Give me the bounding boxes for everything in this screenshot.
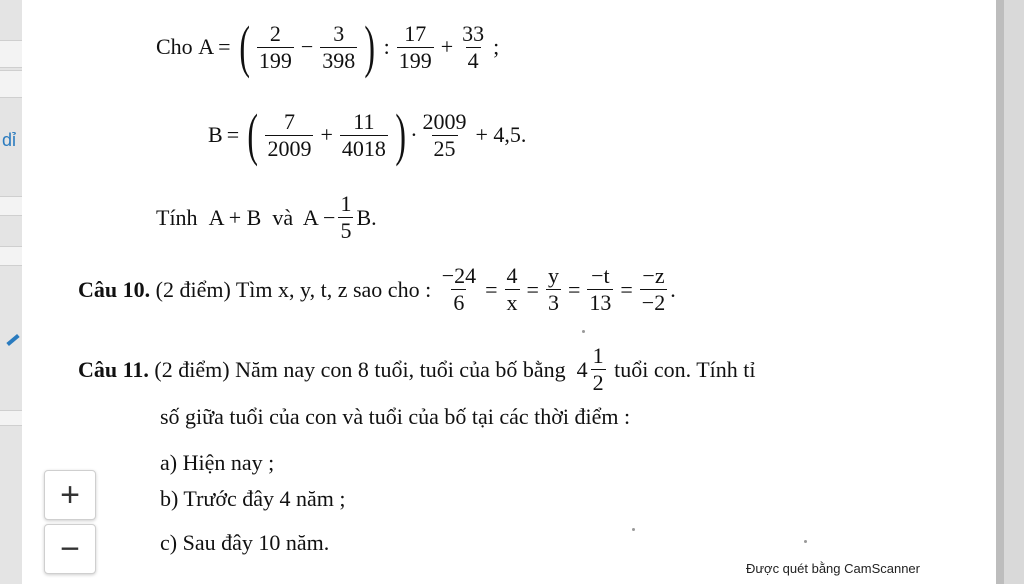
zoom-in-button[interactable]: + (44, 470, 96, 520)
list-item-b: b) Trước đây 4 năm ; (160, 486, 346, 511)
equals-sign: = (485, 276, 498, 302)
equals-sign: = (567, 276, 581, 302)
fraction: $\frac{1}{5}$ (340, 191, 352, 243)
equals-sign: = (226, 122, 240, 147)
fraction: $\frac{-t}{13}$ (589, 263, 612, 315)
b-tail: + 4,5. (475, 122, 527, 147)
minus-sign: − (300, 34, 314, 59)
problem-11-text: (2 điểm) Năm nay con 8 tuổi, tuổi của bố bằng (154, 356, 566, 382)
task-end: B. (356, 204, 377, 230)
cho-label: Cho (156, 34, 193, 59)
fraction: $\frac{33}{4}$ (462, 20, 485, 73)
pencil-icon (6, 334, 19, 346)
close-paren: ) (364, 14, 376, 79)
equals-sign: = (218, 34, 231, 59)
fraction: $\frac{11}{4018}$ (341, 108, 386, 161)
fraction: $\frac{y}{3}$ (547, 263, 559, 315)
b-variable: B (208, 122, 223, 147)
fraction: $\frac{-24}{6}$ (441, 263, 477, 315)
task-prefix: Tính (156, 204, 198, 230)
problem-11-line2: số giữa tuổi của con và tuổi của bố tại các thời điểm : (160, 404, 631, 429)
problem-11-label: Câu 11. (78, 356, 149, 382)
fraction: $\frac{-z}{-2}$ (641, 263, 666, 315)
fraction: $\frac{2009}{25}$ (422, 108, 467, 161)
a-variable: A (198, 34, 215, 59)
plus-sign: + (320, 122, 333, 147)
mixed-number: 4 $\frac{1}{2}$ (576, 343, 604, 395)
equals-sign: = (526, 276, 539, 302)
plus-sign: + (440, 34, 454, 59)
task-expression: A + B và A − (208, 204, 336, 230)
close-paren: ) (395, 102, 406, 167)
sidebar-tab[interactable] (0, 70, 23, 98)
fraction: $\frac{4}{x}$ (506, 263, 518, 315)
semicolon: ; (493, 34, 500, 59)
zoom-out-button[interactable]: − (44, 524, 96, 574)
list-item-a: a) Hiện nay ; (160, 450, 275, 475)
task-line (156, 192, 377, 243)
formula-b (208, 102, 530, 167)
equals-sign: = (620, 276, 633, 302)
open-paren: ( (247, 102, 259, 167)
open-paren: ( (238, 14, 250, 79)
sidebar-text: dỉ (2, 130, 17, 150)
camscanner-watermark: Được quét bằng CamScanner (745, 561, 920, 576)
right-edge (996, 0, 1024, 584)
period: . (670, 276, 676, 302)
sidebar-tab[interactable] (0, 40, 23, 68)
sidebar-tab[interactable] (0, 410, 23, 426)
sidebar-tab[interactable] (0, 246, 23, 266)
fraction: $\frac{7}{2009}$ (267, 108, 312, 161)
fraction: $\frac{2}{199}$ (258, 20, 292, 73)
problem-10-label: Câu 10. (78, 276, 151, 302)
fraction: $\frac{3}{398}$ (322, 20, 356, 73)
problem-10 (78, 264, 676, 315)
fraction: $\frac{17}{199}$ (398, 20, 432, 73)
formula-a (156, 14, 503, 79)
scanned-page (22, 0, 996, 584)
problem-11 (78, 344, 755, 395)
problem-11-text-after: tuổi con. Tính tỉ (614, 356, 756, 382)
problem-10-text: (2 điểm) Tìm x, y, t, z sao cho : (155, 276, 432, 302)
multiply-dot: · (410, 122, 418, 147)
sidebar-tab[interactable] (0, 196, 23, 216)
list-item-c: c) Sau đây 10 năm. (160, 530, 330, 555)
colon-sign: : (383, 34, 390, 59)
